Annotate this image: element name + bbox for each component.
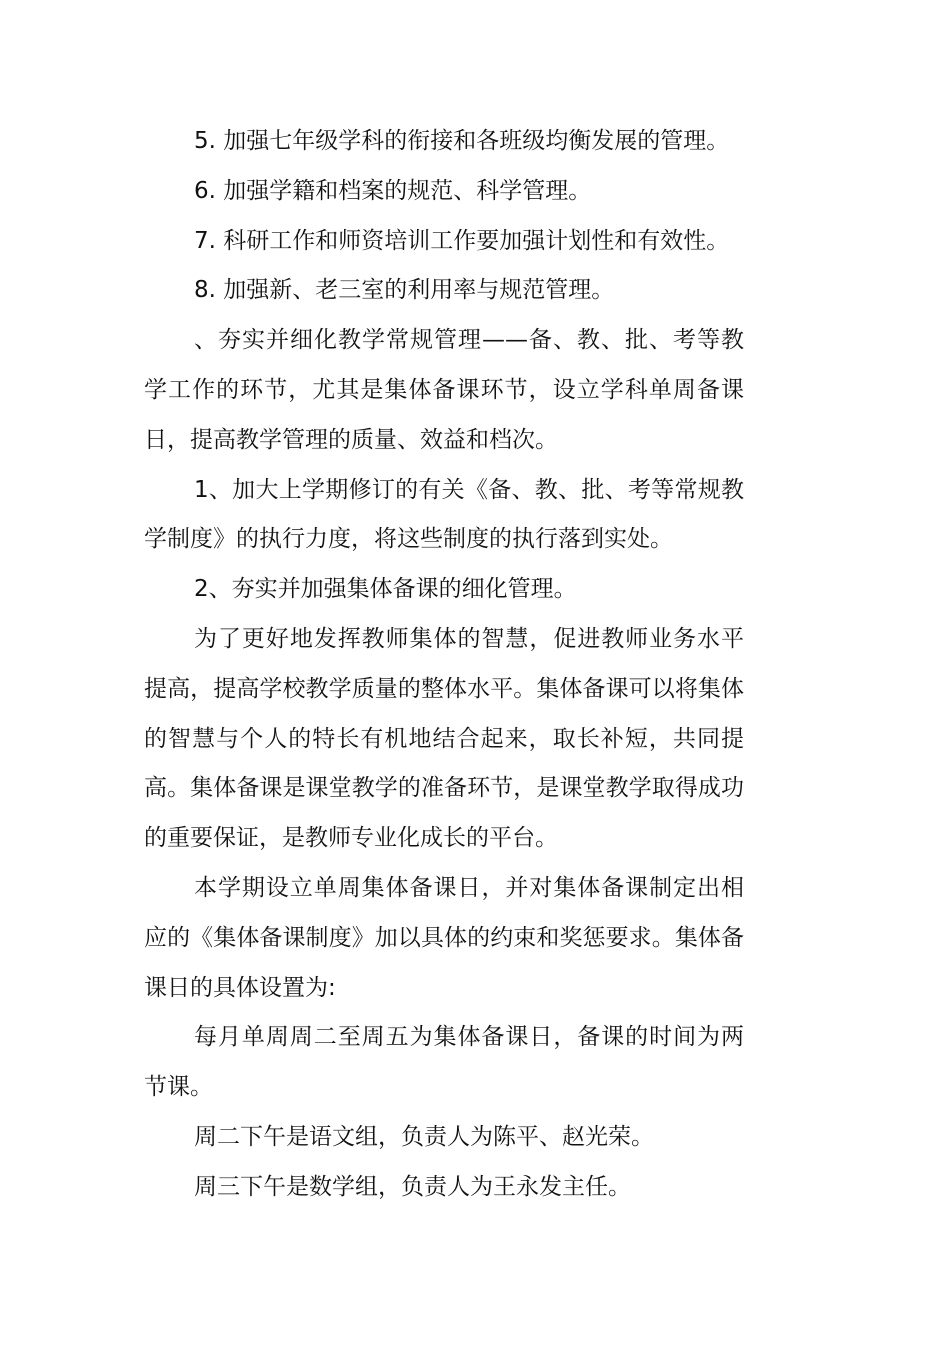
paragraph-subitem-1: 1、加大上学期修订的有关《备、教、批、考等常规教学制度》的执行力度，将这些制度的执行落到实处。 — [144, 476, 744, 553]
paragraph-item-8: 8. 加强新、老三室的利用率与规范管理。 — [194, 277, 615, 304]
paragraph-wednesday-group: 周三下午是数学组，负责人为王永发主任。 — [194, 1173, 631, 1200]
paragraph-item-6: 6. 加强学籍和档案的规范、科学管理。 — [194, 177, 592, 204]
paragraph-item-5: 5. 加强七年级学科的衔接和各班级均衡发展的管理。 — [194, 128, 730, 154]
paragraph-tuesday-group: 周二下午是语文组，负责人为陈平、赵光荣。 — [194, 1123, 654, 1150]
document-body — [144, 117, 744, 1213]
paragraph-item-7: 7. 科研工作和师资培训工作要加强计划性和有效性。 — [194, 227, 730, 254]
paragraph-semester-plan: 本学期设立单周集体备课日，并对集体备课制定出相应的《集体备课制度》加以具体的约束和奖惩要求。集体备课日的具体设置为: — [144, 874, 744, 1001]
paragraph-schedule: 每月单周周二至周五为集体备课日，备课的时间为两节课。 — [144, 1024, 744, 1101]
paragraph-subitem-2: 2、夯实并加强集体备课的细化管理。 — [194, 576, 577, 603]
paragraph-section-heading: 、夯实并细化教学常规管理——备、教、批、考等教学工作的环节，尤其是集体备课环节，设立学科单周备课日，提高教学管理的质量、效益和档次。 — [144, 327, 744, 453]
paragraph-purpose: 为了更好地发挥教师集体的智慧，促进教师业务水平提高，提高学校教学质量的整体水平。集体备课可以将集体的智慧与个人的特长有机地结合起来，取长补短，共同提高。集体备课是课堂教学的准备环节，是课堂教学取得成功的重要保证，是教师专业化成长的平台。 — [144, 625, 744, 852]
